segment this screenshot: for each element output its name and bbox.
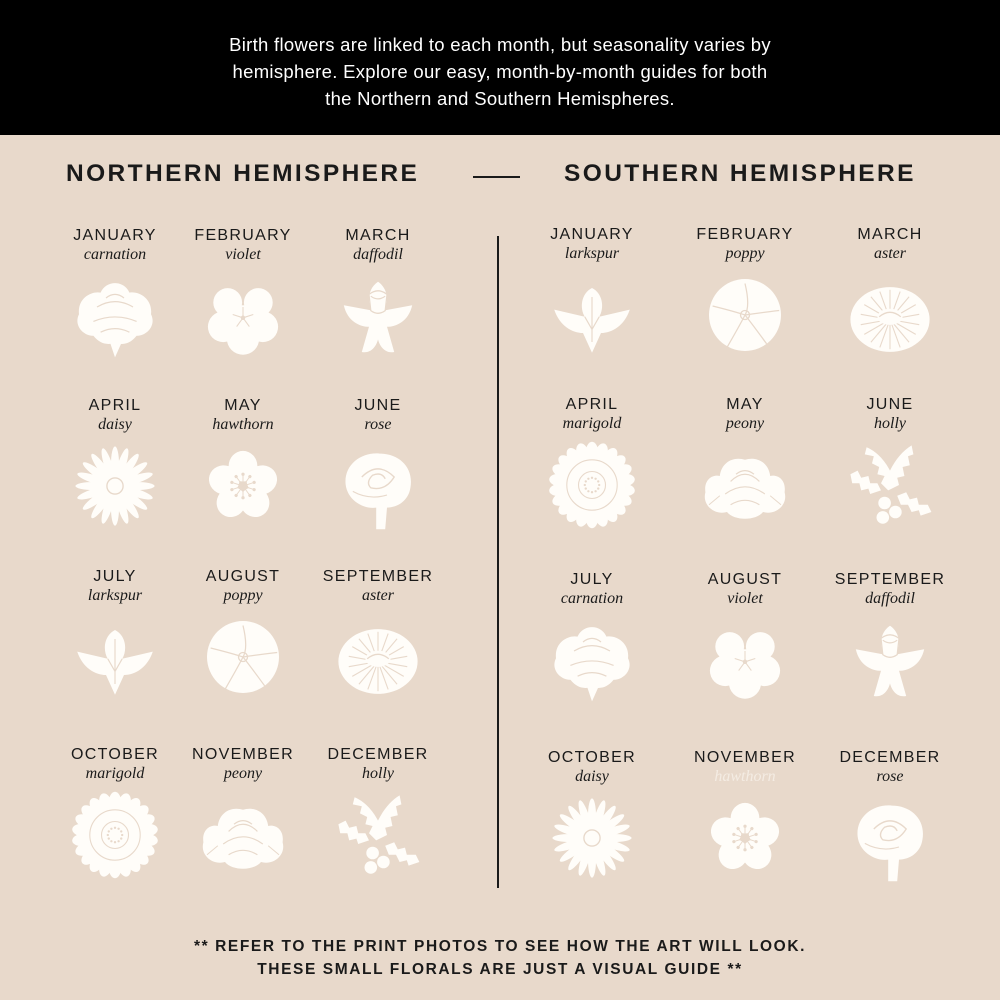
month-label: JANUARY xyxy=(73,227,157,244)
intro-line-2: hemisphere. Explore our easy, month-by-month guides for both xyxy=(232,61,768,82)
southern-month-october xyxy=(532,749,652,909)
intro-line-1: Birth flowers are linked to each month, but seasonality varies by xyxy=(229,34,771,55)
holly-icon xyxy=(333,790,423,880)
southern-month-june xyxy=(830,396,950,556)
aster-icon xyxy=(333,612,423,702)
violet-icon xyxy=(198,271,288,361)
hemisphere-divider xyxy=(497,236,499,888)
month-label: MARCH xyxy=(345,227,411,244)
month-label: MAY xyxy=(726,396,764,413)
flower-name: holly xyxy=(874,415,906,432)
larkspur-icon xyxy=(70,612,160,702)
flower-name: larkspur xyxy=(564,245,620,262)
marigold-icon xyxy=(547,440,637,530)
northern-month-january xyxy=(55,227,175,387)
southern-hemisphere-heading: SOUTHERN HEMISPHERE xyxy=(564,160,916,187)
flower-name: violet xyxy=(225,246,261,263)
southern-month-july xyxy=(532,571,652,731)
flower-name: aster xyxy=(874,245,906,262)
southern-month-january xyxy=(532,226,652,386)
month-label: DECEMBER xyxy=(327,746,429,763)
southern-month-may xyxy=(685,396,805,556)
flower-name: daffodil xyxy=(353,246,403,263)
month-label: JUNE xyxy=(354,397,402,414)
southern-month-february xyxy=(685,226,805,386)
hawthorn-icon xyxy=(198,441,288,531)
daffodil-icon xyxy=(845,615,935,705)
intro-text xyxy=(0,0,1000,112)
flower-name: daffodil xyxy=(865,590,915,607)
flower-name: larkspur xyxy=(87,587,143,604)
month-label: NOVEMBER xyxy=(694,749,796,766)
northern-month-august xyxy=(183,568,303,728)
month-label: MAY xyxy=(224,397,262,414)
marigold-icon xyxy=(70,790,160,880)
flower-name: carnation xyxy=(83,246,147,263)
flower-name: aster xyxy=(362,587,394,604)
flower-name: marigold xyxy=(85,765,145,782)
month-label: AUGUST xyxy=(707,571,783,588)
southern-month-august xyxy=(685,571,805,731)
peony-icon xyxy=(700,440,790,530)
month-label: JANUARY xyxy=(550,226,634,243)
daisy-icon xyxy=(547,793,637,883)
flower-name: marigold xyxy=(562,415,622,432)
flower-name: daisy xyxy=(575,768,609,785)
flower-name: rose xyxy=(876,768,904,785)
southern-month-december xyxy=(830,749,950,909)
violet-icon xyxy=(700,615,790,705)
holly-icon xyxy=(845,440,935,530)
intro-line-3: the Northern and Southern Hemispheres. xyxy=(325,88,675,109)
poppy-icon xyxy=(700,270,790,360)
month-label: OCTOBER xyxy=(548,749,636,766)
heading-separator xyxy=(473,176,520,178)
poppy-icon xyxy=(198,612,288,702)
carnation-icon xyxy=(70,271,160,361)
month-label: FEBRUARY xyxy=(194,227,292,244)
flower-name: carnation xyxy=(560,590,624,607)
month-label: FEBRUARY xyxy=(696,226,794,243)
peony-icon xyxy=(198,790,288,880)
rose-icon xyxy=(845,793,935,883)
flower-name: poppy xyxy=(725,245,765,262)
northern-month-october xyxy=(55,746,175,906)
southern-month-april xyxy=(532,396,652,556)
month-label: SEPTEMBER xyxy=(834,571,946,588)
northern-month-december xyxy=(318,746,438,906)
flower-name: daisy xyxy=(98,416,132,433)
footer-line-1: ** REFER TO THE PRINT PHOTOS TO SEE HOW THE ART WILL LOOK. xyxy=(193,938,807,955)
northern-month-november xyxy=(183,746,303,906)
month-label: AUGUST xyxy=(205,568,281,585)
flower-name: violet xyxy=(727,590,763,607)
month-label: JUNE xyxy=(866,396,914,413)
flower-name: rose xyxy=(364,416,392,433)
hawthorn-icon xyxy=(700,793,790,883)
flower-name: hawthorn xyxy=(212,416,274,433)
flower-name: holly xyxy=(362,765,394,782)
rose-icon xyxy=(333,441,423,531)
flower-name: hawthorn xyxy=(714,768,776,785)
month-label: NOVEMBER xyxy=(192,746,294,763)
footer-line-2: THESE SMALL FLORALS ARE JUST A VISUAL GUIDE ** xyxy=(257,961,743,978)
northern-hemisphere-heading: NORTHERN HEMISPHERE xyxy=(66,160,420,187)
southern-month-november xyxy=(685,749,805,909)
aster-icon xyxy=(845,270,935,360)
month-label: JULY xyxy=(570,571,614,588)
daisy-icon xyxy=(70,441,160,531)
intro-banner xyxy=(0,0,1000,135)
southern-month-september xyxy=(830,571,950,731)
larkspur-icon xyxy=(547,270,637,360)
northern-month-june xyxy=(318,397,438,557)
month-label: APRIL xyxy=(88,397,142,414)
flower-name: peony xyxy=(725,415,765,432)
northern-month-may xyxy=(183,397,303,557)
northern-month-march xyxy=(318,227,438,387)
month-label: SEPTEMBER xyxy=(322,568,434,585)
northern-month-september xyxy=(318,568,438,728)
month-label: APRIL xyxy=(565,396,619,413)
daffodil-icon xyxy=(333,271,423,361)
flower-name: poppy xyxy=(223,587,263,604)
month-label: JULY xyxy=(93,568,137,585)
northern-month-july xyxy=(55,568,175,728)
carnation-icon xyxy=(547,615,637,705)
flower-name: peony xyxy=(223,765,263,782)
northern-month-april xyxy=(55,397,175,557)
northern-month-february xyxy=(183,227,303,387)
month-label: MARCH xyxy=(857,226,923,243)
month-label: OCTOBER xyxy=(71,746,159,763)
southern-month-march xyxy=(830,226,950,386)
footer-note xyxy=(0,935,1000,981)
month-label: DECEMBER xyxy=(839,749,941,766)
